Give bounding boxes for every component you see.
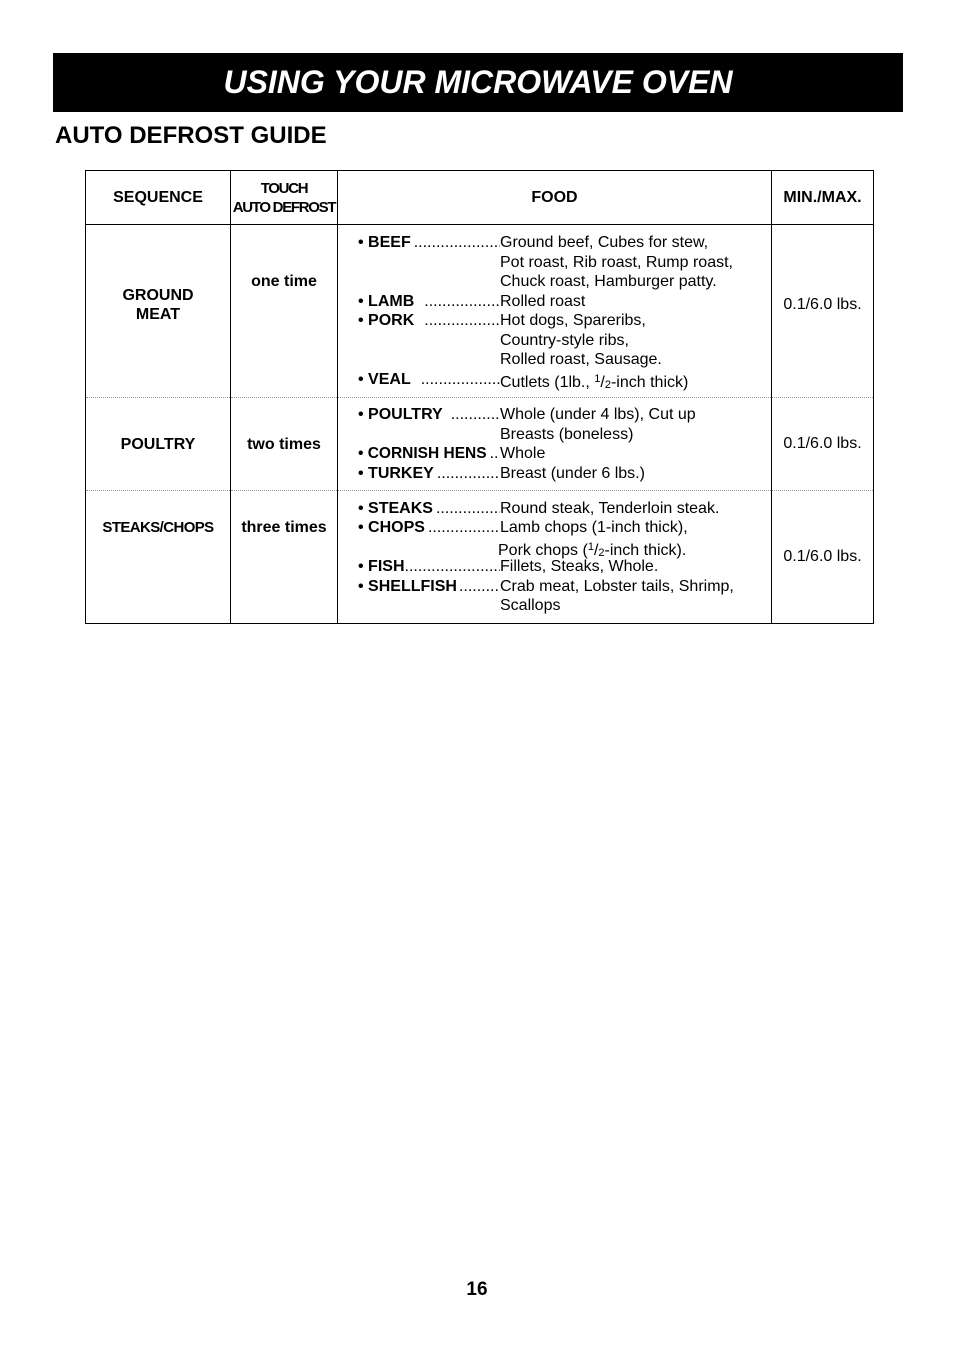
food-item-beef-cont <box>358 253 771 273</box>
food-item-pork-cont <box>358 331 771 351</box>
touch-count-steaks-chops: three times <box>231 491 338 624</box>
section-title: AUTO DEFROST GUIDE <box>55 122 327 149</box>
table-header-row <box>86 171 874 225</box>
food-desc-pre: Cutlets (1lb., <box>500 373 595 391</box>
page-title: USING YOUR MICROWAVE OVEN <box>223 64 733 100</box>
food-desc: Whole <box>500 445 546 462</box>
food-item-fish <box>358 557 771 577</box>
food-item-poultry-cont <box>358 425 771 445</box>
food-desc: Fillets, Steaks, Whole. <box>500 558 659 575</box>
food-desc: Ground beef, Cubes for stew, <box>500 234 709 251</box>
sequence-poultry: POULTRY <box>86 398 231 491</box>
food-desc: Hot dogs, Spareribs, <box>500 312 646 329</box>
food-label: • VEAL <box>358 370 411 388</box>
food-item-turkey <box>358 464 771 484</box>
food-label: • LAMB <box>358 292 415 310</box>
food-desc: Lamb chops (1-inch thick), <box>500 519 688 536</box>
food-desc: Breast (under 6 lbs.) <box>500 464 645 482</box>
fraction-numerator: 1 <box>587 540 594 553</box>
food-desc-post: -inch thick). <box>604 541 687 559</box>
food-desc: Chuck roast, Hamburger patty. <box>500 273 717 290</box>
touch-count-ground-meat: one time <box>231 225 338 398</box>
food-item-cornish-hens <box>358 444 771 464</box>
food-label: • TURKEY <box>358 464 434 482</box>
page-number: 16 <box>466 1279 488 1300</box>
food-item-poultry <box>358 405 771 425</box>
food-item-chops-cont <box>358 538 771 558</box>
header-sequence: SEQUENCE <box>86 171 231 225</box>
food-desc: Pot roast, Rib roast, Rump roast, <box>500 253 733 271</box>
food-desc: Whole (under 4 lbs), Cut up <box>500 406 696 423</box>
food-label: • CORNISH HENS <box>358 445 487 462</box>
food-label: • FISH <box>358 558 405 575</box>
auto-defrost-table <box>85 170 874 624</box>
table-row-steaks-chops <box>86 491 874 624</box>
food-desc: Rolled roast <box>500 292 586 310</box>
food-item-pork-cont <box>358 350 771 370</box>
food-label: • PORK <box>358 312 415 329</box>
food-desc: Scallops <box>500 597 561 614</box>
touch-count-poultry: two times <box>231 398 338 491</box>
header-touch-line2: AUTO DEFROST <box>232 198 336 216</box>
header-food: FOOD <box>338 171 772 225</box>
food-item-shellfish <box>358 577 771 597</box>
minmax-steaks-chops: 0.1/6.0 lbs. <box>772 491 874 624</box>
food-item-steaks <box>358 499 771 519</box>
food-label: • STEAKS <box>358 499 433 517</box>
fraction-numerator: 1 <box>594 372 601 385</box>
sequence-label-line1: GROUND <box>122 287 194 304</box>
food-list-poultry <box>338 398 772 491</box>
food-label: • SHELLFISH <box>358 577 457 595</box>
minmax-ground-meat: 0.1/6.0 lbs. <box>772 225 874 398</box>
food-item-veal <box>358 370 771 390</box>
food-desc <box>500 370 688 390</box>
food-desc <box>498 538 686 558</box>
food-desc: Round steak, Tenderloin steak. <box>500 499 720 517</box>
fraction-denominator: 2 <box>604 378 611 391</box>
food-desc-pre: Pork chops ( <box>498 541 588 559</box>
table-row-poultry <box>86 398 874 491</box>
sequence-ground-meat <box>86 225 231 398</box>
food-label: • BEEF <box>358 234 411 251</box>
minmax-poultry: 0.1/6.0 lbs. <box>772 398 874 491</box>
food-list-steaks-chops <box>338 491 772 624</box>
food-label: • POULTRY <box>358 406 443 423</box>
food-desc: Breasts (boneless) <box>500 425 634 443</box>
food-desc: Rolled roast, Sausage. <box>500 351 662 368</box>
food-item-shellfish-cont <box>358 596 771 616</box>
food-item-chops <box>358 518 771 538</box>
food-item-pork <box>358 311 771 331</box>
fraction-slash: / <box>593 541 599 559</box>
food-desc-post: -inch thick) <box>610 373 689 391</box>
food-list-ground-meat <box>338 225 772 398</box>
sequence-label-line2: MEAT <box>135 306 181 323</box>
sequence-steaks-chops: STEAKS/CHOPS <box>86 491 231 624</box>
header-touch-line1: TOUCH <box>260 179 308 197</box>
food-desc: Crab meat, Lobster tails, Shrimp, <box>500 577 734 595</box>
food-desc: Country-style ribs, <box>500 331 629 349</box>
food-label: • CHOPS <box>358 519 425 536</box>
page-header <box>53 53 903 112</box>
fraction-slash: / <box>600 373 605 391</box>
food-item-beef <box>358 233 771 253</box>
table-row-ground-meat <box>86 225 874 398</box>
food-item-lamb <box>358 292 771 312</box>
fraction-denominator: 2 <box>598 546 605 559</box>
header-minmax: MIN./MAX. <box>772 171 874 225</box>
header-touch-auto-defrost <box>231 171 338 225</box>
food-item-beef-cont <box>358 272 771 292</box>
